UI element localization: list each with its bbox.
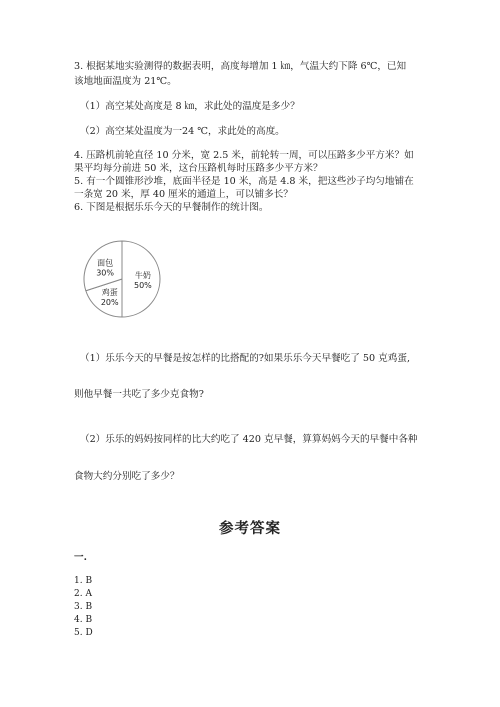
q3-sub1: （1）高空某处高度是 8 ㎞，求此处的温度是多少？: [80, 101, 300, 112]
answers-section: 一.: [74, 552, 87, 563]
q6-sub2-b: 食物大约分别吃了多少？: [74, 471, 180, 482]
q3-sub2: （2）高空某处温度为一24 ℃，求此处的高度。: [80, 126, 285, 137]
pie-slice-name: 面包: [97, 258, 114, 268]
pie-slice-percent: 30%: [96, 268, 114, 278]
pie-slice-percent: 50%: [134, 281, 152, 290]
q6-sub1-a: （1）乐乐今天的早餐是按怎样的比搭配的?如果乐乐今天早餐吃了 50 克鸡蛋,: [80, 353, 411, 364]
q4-line1: 4. 压路机前轮直径 10 分米，宽 2.5 米，前轮转一周，可以压路多少平方米？如: [74, 150, 414, 161]
q3-line2: 该地地面温度为 21℃。: [74, 76, 177, 87]
q3-line1: 3. 根据某地实验测得的数据表明，高度每增加 1 ㎞，气温大约下降 6℃，已知: [74, 61, 407, 72]
answer-item: 1. B: [74, 576, 93, 586]
answer-item: 2. A: [74, 589, 92, 599]
pie-slice-name: 牛奶: [134, 271, 151, 280]
q6-line1: 6. 下图是根据乐乐今天的早餐制作的统计图。: [74, 202, 269, 213]
q5-line1: 5. 有一个圆锥形沙堆，底面半径是 10 米，高是 4.8 米，把这些沙子均匀地铺在: [74, 176, 414, 187]
answer-item: 4. B: [74, 615, 93, 625]
answer-item: 5. D: [74, 628, 93, 638]
pie-slice-name: 鸡蛋: [101, 287, 118, 297]
q6-sub1-b: 则他早餐一共吃了多少克食物?: [74, 389, 204, 400]
q4-line2: 果平均每分前进 50 米，这台压路机每时压路多少平方米？: [74, 163, 323, 174]
answers-title: 参考答案: [219, 520, 281, 537]
q5-line2: 一条宽 20 米，厚 40 厘米的通道上，可以铺多长？: [74, 189, 293, 200]
answer-item: 3. B: [74, 602, 93, 612]
breakfast-pie-chart: [82, 236, 162, 322]
q6-sub2-a: （2）乐乐的妈妈按同样的比大约吃了 420 克早餐，算算妈妈今天的早餐中各种: [80, 434, 418, 445]
pie-slice-percent: 20%: [100, 297, 119, 307]
